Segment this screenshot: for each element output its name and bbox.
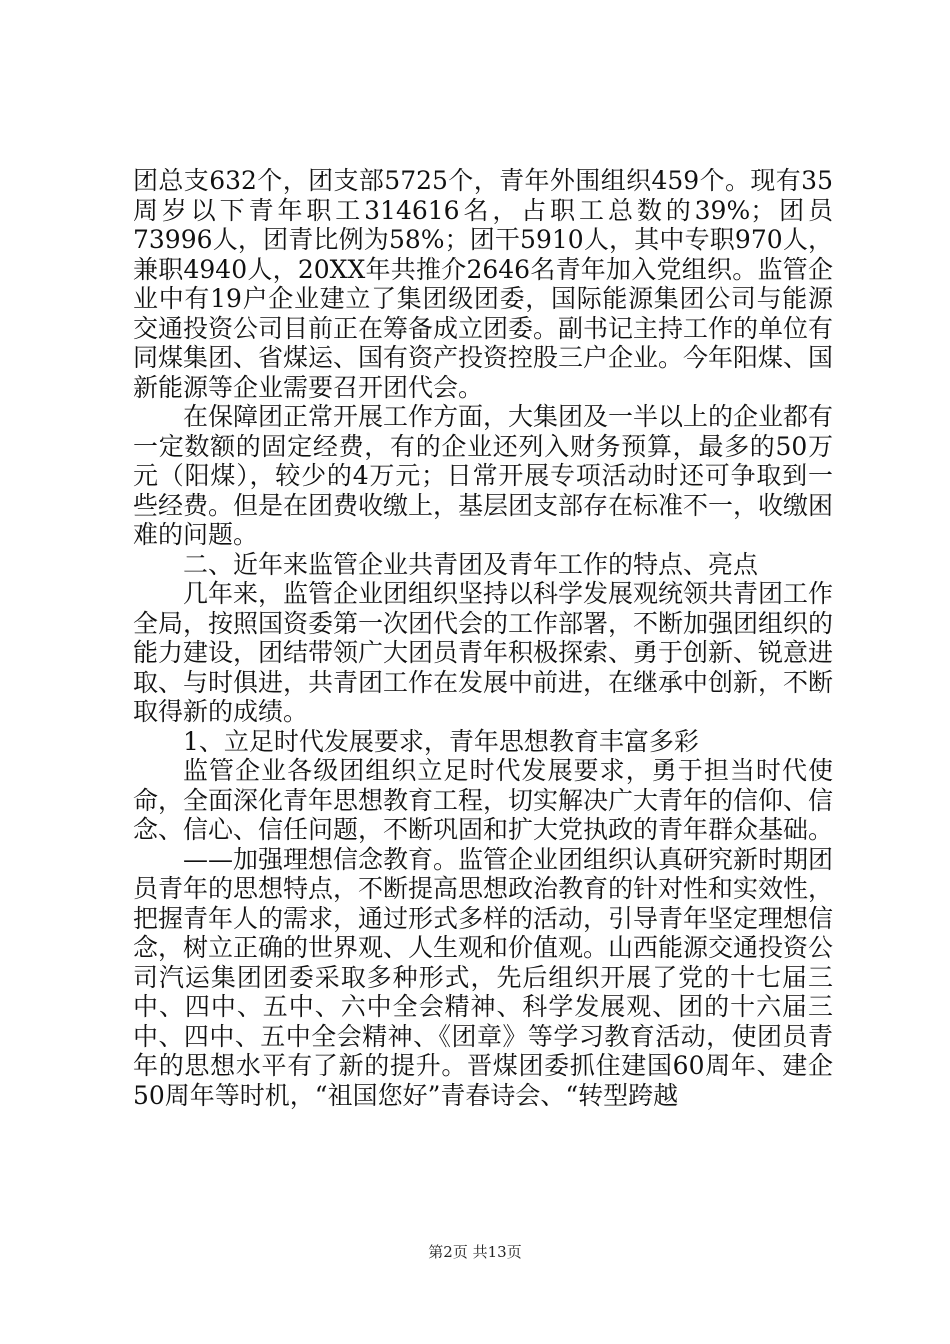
document-body: [133, 166, 833, 1110]
paragraph-funding: 在保障团正常开展工作方面，大集团及一半以上的企业都有一定数额的固定经费，有的企业还列入财务预算，最多的50万元（阳煤），较少的4万元；日常开展专项活动时还可争取到一些经费。但是在团费收缴上，基层团支部存在标准不一，收缴困难的问题。: [133, 402, 834, 549]
paragraph-statistics: 团总支632个，团支部5725个，青年外围组织459个。现有35周岁以下青年职工314616名，占职工总数的39%；团员73996人，团青比例为58%；团干5910人，其中专职970人，兼职4940人，20XX年共推介2646名青年加入党组织。监管企业中有19户企业建立了集团级团委，国际能源集团公司与能源交通投资公司目前正在筹备成立团委。副书记主持工作的单位有同煤集团、省煤运、国有资产投资控股三户企业。今年阳煤、国新能源等企业需要召开团代会。: [133, 166, 834, 402]
subsection-heading-education: 1、立足时代发展要求，青年思想教育丰富多彩: [183, 726, 699, 756]
section-heading-features: 二、近年来监管企业共青团及青年工作的特点、亮点: [183, 549, 759, 579]
paragraph-overview: 几年来，监管企业团组织坚持以科学发展观统领共青团工作全局，按照国资委第一次团代会的工作部署，不断加强团组织的能力建设，团结带领广大团员青年积极探索、勇于创新、锐意进取、与时俱进，共青团工作在发展中前进，在继承中创新，不断取得新的成绩。: [133, 579, 834, 726]
paragraph-ideals: ——加强理想信念教育。监管企业团组织认真研究新时期团员青年的思想特点，不断提高思想政治教育的针对性和实效性，把握青年人的需求，通过形式多样的活动，引导青年坚定理想信念，树立正确的世界观、人生观和价值观。山西能源交通投资公司汽运集团团委采取多种形式，先后组织开展了党的十七届三中、四中、五中、六中全会精神、科学发展观、团的十六届三中、四中、五中全会精神、《团章》等学习教育活动，使团员青年的思想水平有了新的提升。晋煤团委抓住建国60周年、建企50周年等时机，“祖国您好”青春诗会、“转型跨越: [133, 844, 834, 1110]
paragraph-education: 监管企业各级团组织立足时代发展要求，勇于担当时代使命，全面深化青年思想教育工程，切实解决广大青年的信仰、信念、信心、信任问题，不断巩固和扩大党执政的青年群众基础。: [133, 756, 834, 844]
page-footer: 第2页 共13页: [428, 1243, 522, 1261]
